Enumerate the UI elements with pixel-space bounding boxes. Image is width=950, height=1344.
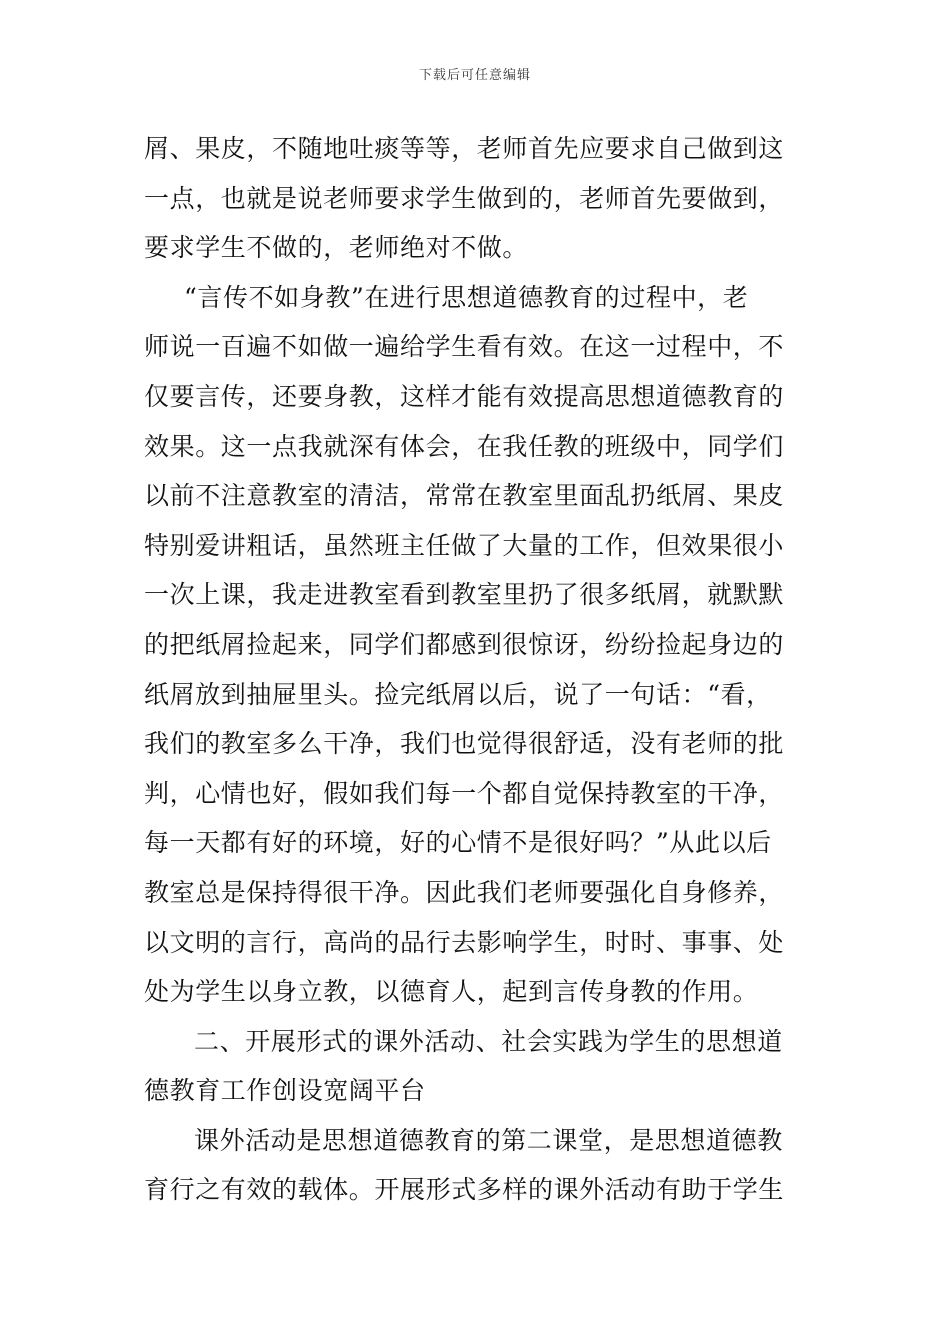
text-line: “言传不如身教”在进行思想道德教育的过程中，老 [184,282,749,312]
text-line: 二、开展形式的课外活动、社会实践为学生的思想道 [194,1026,783,1056]
text-line: 以文明的言行，高尚的品行去影响学生，时时、事事、处 [144,927,785,957]
text-line: 仅要言传，还要身教，这样才能有效提高思想道德教育的 [144,381,785,411]
paragraph-2 [144,273,812,1017]
document-body [144,124,812,1215]
page-header: 下载后可任意编辑 [418,68,531,83]
text-line: 以前不注意教室的清洁，常常在教室里面乱扔纸屑、果皮 [144,481,785,511]
text-line: 处为学生以身立教，以德育人，起到言传身教的作用。 [144,977,759,1007]
text-line: 课外活动是思想道德教育的第二课堂，是思想道德教 [194,1125,783,1155]
text-line: 每一天都有好的环境，好的心情不是很好吗？”从此以后 [144,828,772,858]
text-line: 一点，也就是说老师要求学生做到的，老师首先要做到， [144,183,785,213]
text-line: 特别爱讲粗话，虽然班主任做了大量的工作，但效果很小 [144,530,785,560]
text-line: 的把纸屑捡起来，同学们都感到很惊讶，纷纷捡起身边的 [144,629,785,659]
text-line: 教室总是保持得很干净。因此我们老师要强化自身修养， [144,877,785,907]
text-line: 纸屑放到抽屉里头。捡完纸屑以后，说了一句话：“看， [144,679,772,709]
text-line: 德教育工作创设宽阔平台 [144,1076,426,1106]
text-line: 效果。这一点我就深有体会，在我任教的班级中，同学们 [144,431,785,461]
text-line: 我们的教室多么干净，我们也觉得很舒适，没有老师的批 [144,729,785,759]
text-line: 育行之有效的载体。开展形式多样的课外活动有助于学生 [144,1175,785,1205]
text-line: 屑、果皮，不随地吐痰等等，老师首先应要求自己做到这 [144,134,785,163]
section-heading [144,1017,812,1116]
paragraph-3 [144,1116,812,1215]
paragraph-1 [144,124,812,273]
text-line: 判，心情也好，假如我们每一个都自觉保持教室的干净， [144,778,785,808]
text-line: 要求学生不做的，老师绝对不做。 [144,233,529,263]
text-line: 师说一百遍不如做一遍给学生看有效。在这一过程中，不 [144,332,785,362]
text-line: 一次上课，我走进教室看到教室里扔了很多纸屑，就默默 [144,580,785,610]
